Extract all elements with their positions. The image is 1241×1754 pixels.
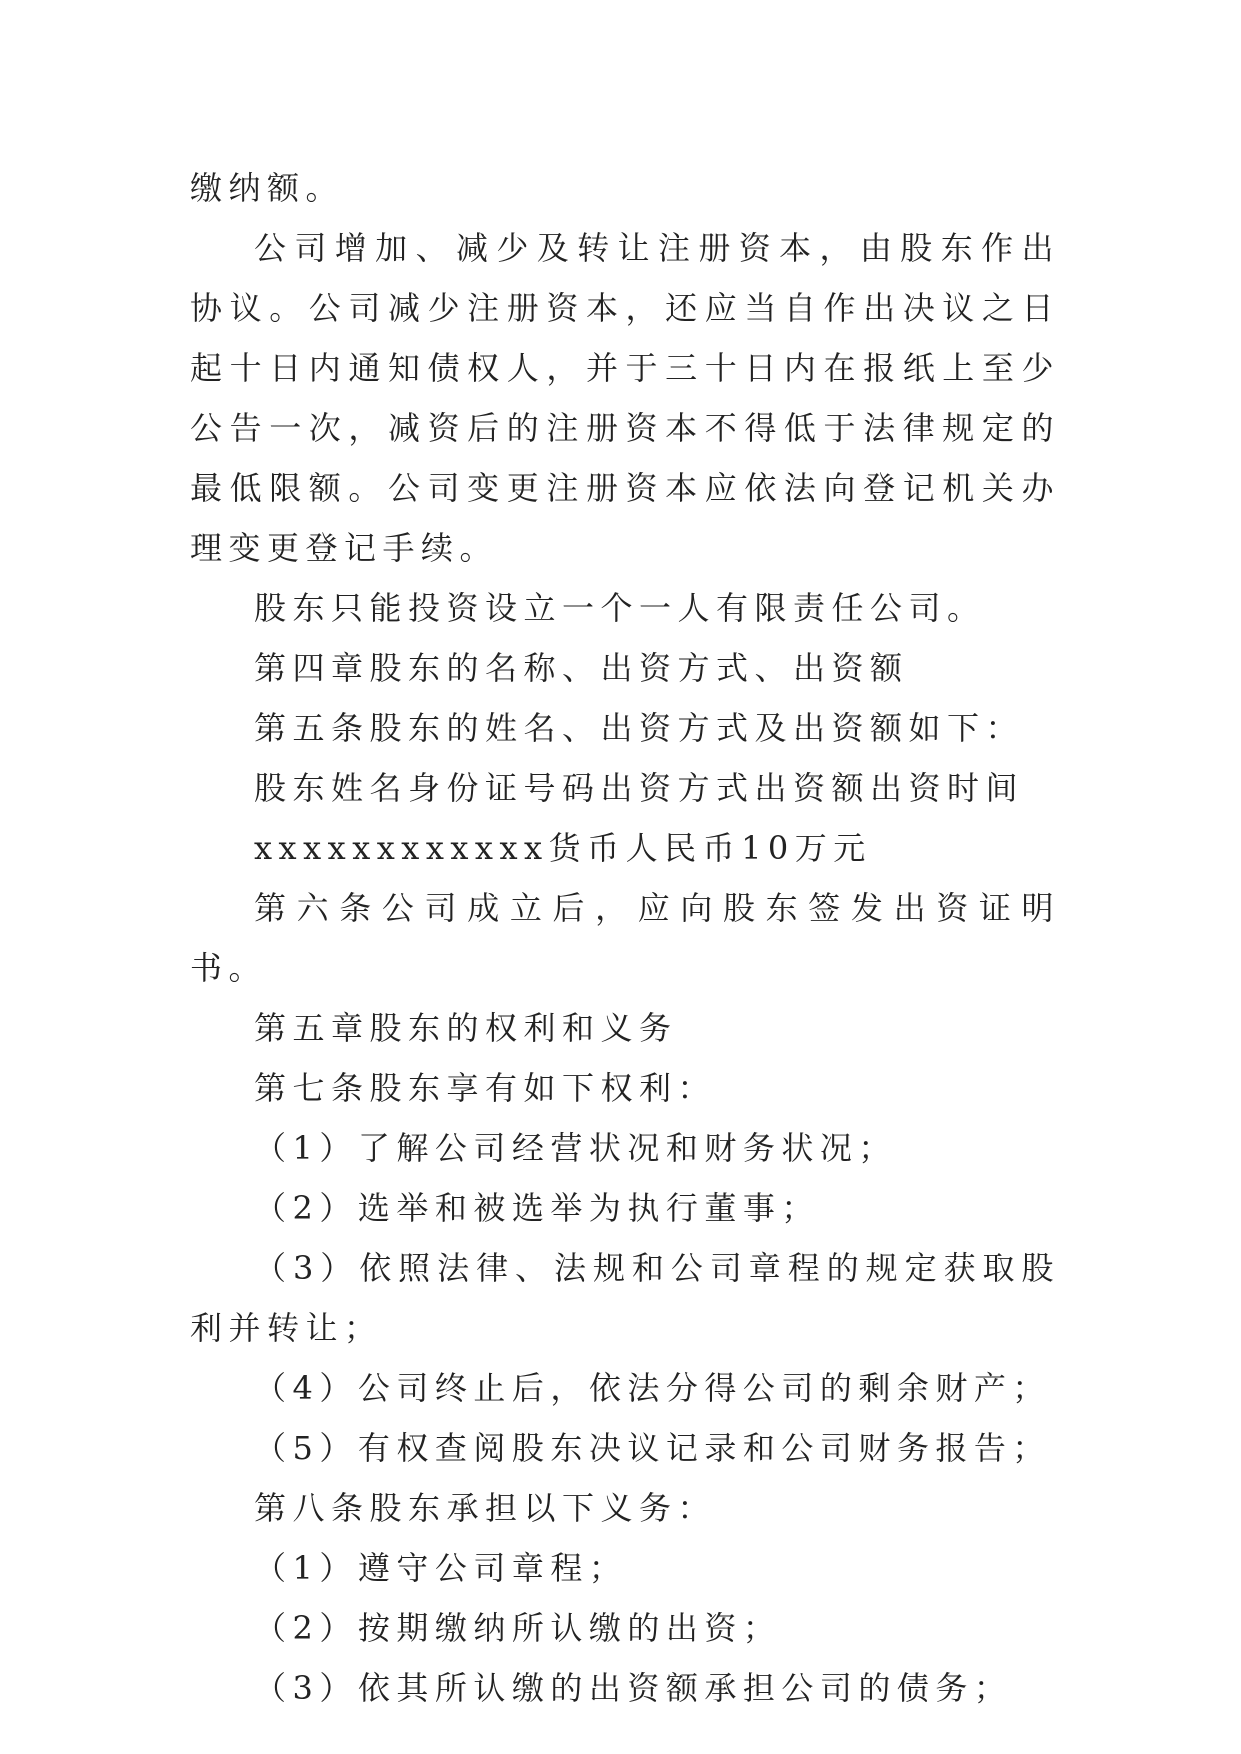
- chapter-heading: 第五章股东的权利和义务: [254, 1009, 678, 1047]
- list-item: （4）公司终止后，依法分得公司的剩余财产；: [254, 1369, 1051, 1407]
- list-item: （5）有权查阅股东决议记录和公司财务报告；: [254, 1429, 1051, 1467]
- paragraph: 缴纳额。: [190, 169, 345, 207]
- list-item: （2）选举和被选举为执行董事；: [254, 1189, 820, 1227]
- list-item: （1）了解公司经营状况和财务状况；: [254, 1129, 897, 1167]
- article-paragraph: 第八条股东承担以下义务：: [254, 1489, 717, 1527]
- article-paragraph: 第七条股东享有如下权利：: [254, 1069, 717, 1107]
- table-row-line: xxxxxxxxxxxx货币人民币10万元: [254, 829, 872, 867]
- article-paragraph: 第六条公司成立后，应向股东签发出资证明书。: [190, 889, 1060, 987]
- list-item: （2）按期缴纳所认缴的出资；: [254, 1609, 782, 1647]
- list-item: （1）遵守公司章程；: [254, 1549, 628, 1587]
- document-body: [190, 158, 1060, 1718]
- list-item: （3）依其所认缴的出资额承担公司的债务；: [254, 1669, 1013, 1707]
- paragraph: 股东只能投资设立一个一人有限责任公司。: [254, 589, 986, 627]
- table-header-line: 股东姓名身份证号码出资方式出资额出资时间: [254, 769, 1025, 807]
- list-item: （3）依照法律、法规和公司章程的规定获取股利并转让；: [190, 1249, 1060, 1347]
- paragraph: 公司增加、减少及转让注册资本，由股东作出协议。公司减少注册资本，还应当自作出决议之日起十日内通知债权人，并于三十日内在报纸上至少公告一次，减资后的注册资本不得低于法律规定的最低限额。公司变更注册资本应依法向登记机关办理变更登记手续。: [190, 229, 1060, 567]
- chapter-heading: 第四章股东的名称、出资方式、出资额: [254, 649, 909, 687]
- article-paragraph: 第五条股东的姓名、出资方式及出资额如下：: [254, 709, 1025, 747]
